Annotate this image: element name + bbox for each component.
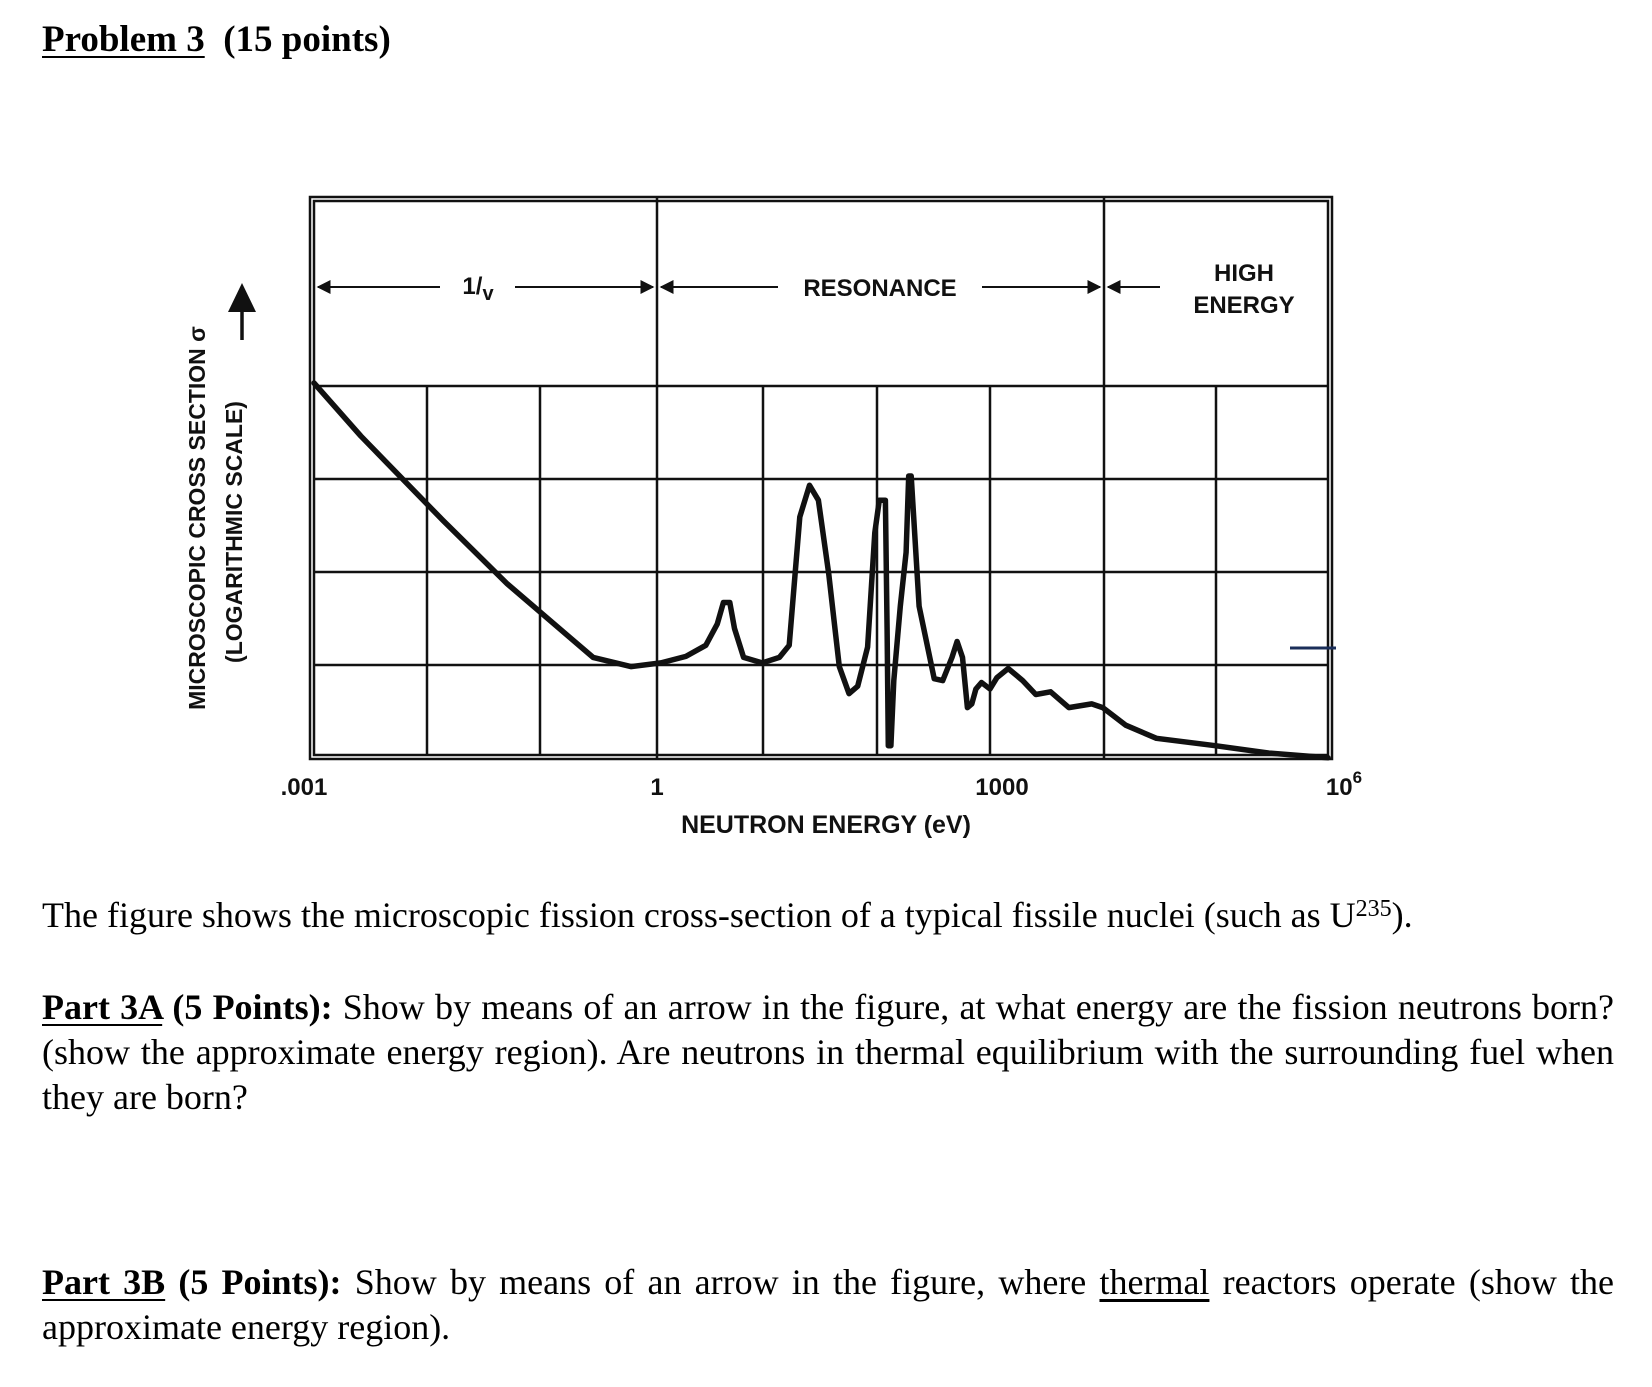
- problem-heading: [42, 18, 391, 61]
- x-tick-label-0: .001: [280, 774, 328, 801]
- y-axis-label-scale: (LOGARITHMIC SCALE): [221, 401, 247, 663]
- x-tick-label-2: 1000: [975, 774, 1029, 801]
- y-axis-label: MICROSCOPIC CROSS SECTION σ: [184, 326, 210, 710]
- part-3a-paragraph: [42, 985, 1614, 1120]
- part-3b-label: Part 3B: [42, 1262, 166, 1302]
- cross-section-chart: [0, 180, 1652, 850]
- y-axis-arrow: [228, 283, 256, 340]
- x-tick-label-3: $10^6$: [1325, 768, 1363, 801]
- part-3a-label: Part 3A: [42, 987, 163, 1027]
- intro-text-end: ).: [1391, 895, 1413, 935]
- part-3b-paragraph: [42, 1260, 1614, 1350]
- intro-paragraph: [42, 893, 1614, 938]
- part-3b-underlined: thermal: [1099, 1262, 1210, 1302]
- part-3a-text: Show by means of an arrow in the figure, at what energy are the fission neutrons born? (show the approximate energy region). Are neutrons in thermal equilibrium with the surrounding fuel when they are born?: [42, 987, 1614, 1117]
- part-3b-points: (5 Points):: [165, 1262, 342, 1302]
- cross-section-curve: [314, 383, 1328, 758]
- part-3a-points: (5 Points):: [162, 987, 333, 1027]
- x-axis-label: NEUTRON ENERGY (eV): [681, 811, 971, 839]
- x-tick-label-1: 1: [650, 774, 664, 801]
- problem-title: Problem 3: [42, 19, 205, 60]
- region-label-resonance: RESONANCE: [803, 275, 957, 302]
- problem-points: (15 points): [223, 19, 391, 60]
- intro-text: The figure shows the microscopic fission cross-section of a typical fissile nuclei (such as U: [42, 895, 1356, 935]
- region-label-1v: $1/_v$: [462, 273, 494, 305]
- intro-superscript: 235: [1355, 896, 1392, 922]
- part-3b-text-1: Show by means of an arrow in the figure, where: [341, 1262, 1100, 1302]
- region-label-energy: ENERGY: [1193, 292, 1295, 319]
- part-3b-text-2: reactors operate (show the approximate energy region).: [42, 1262, 1615, 1347]
- region-label-high: HIGH: [1214, 260, 1274, 287]
